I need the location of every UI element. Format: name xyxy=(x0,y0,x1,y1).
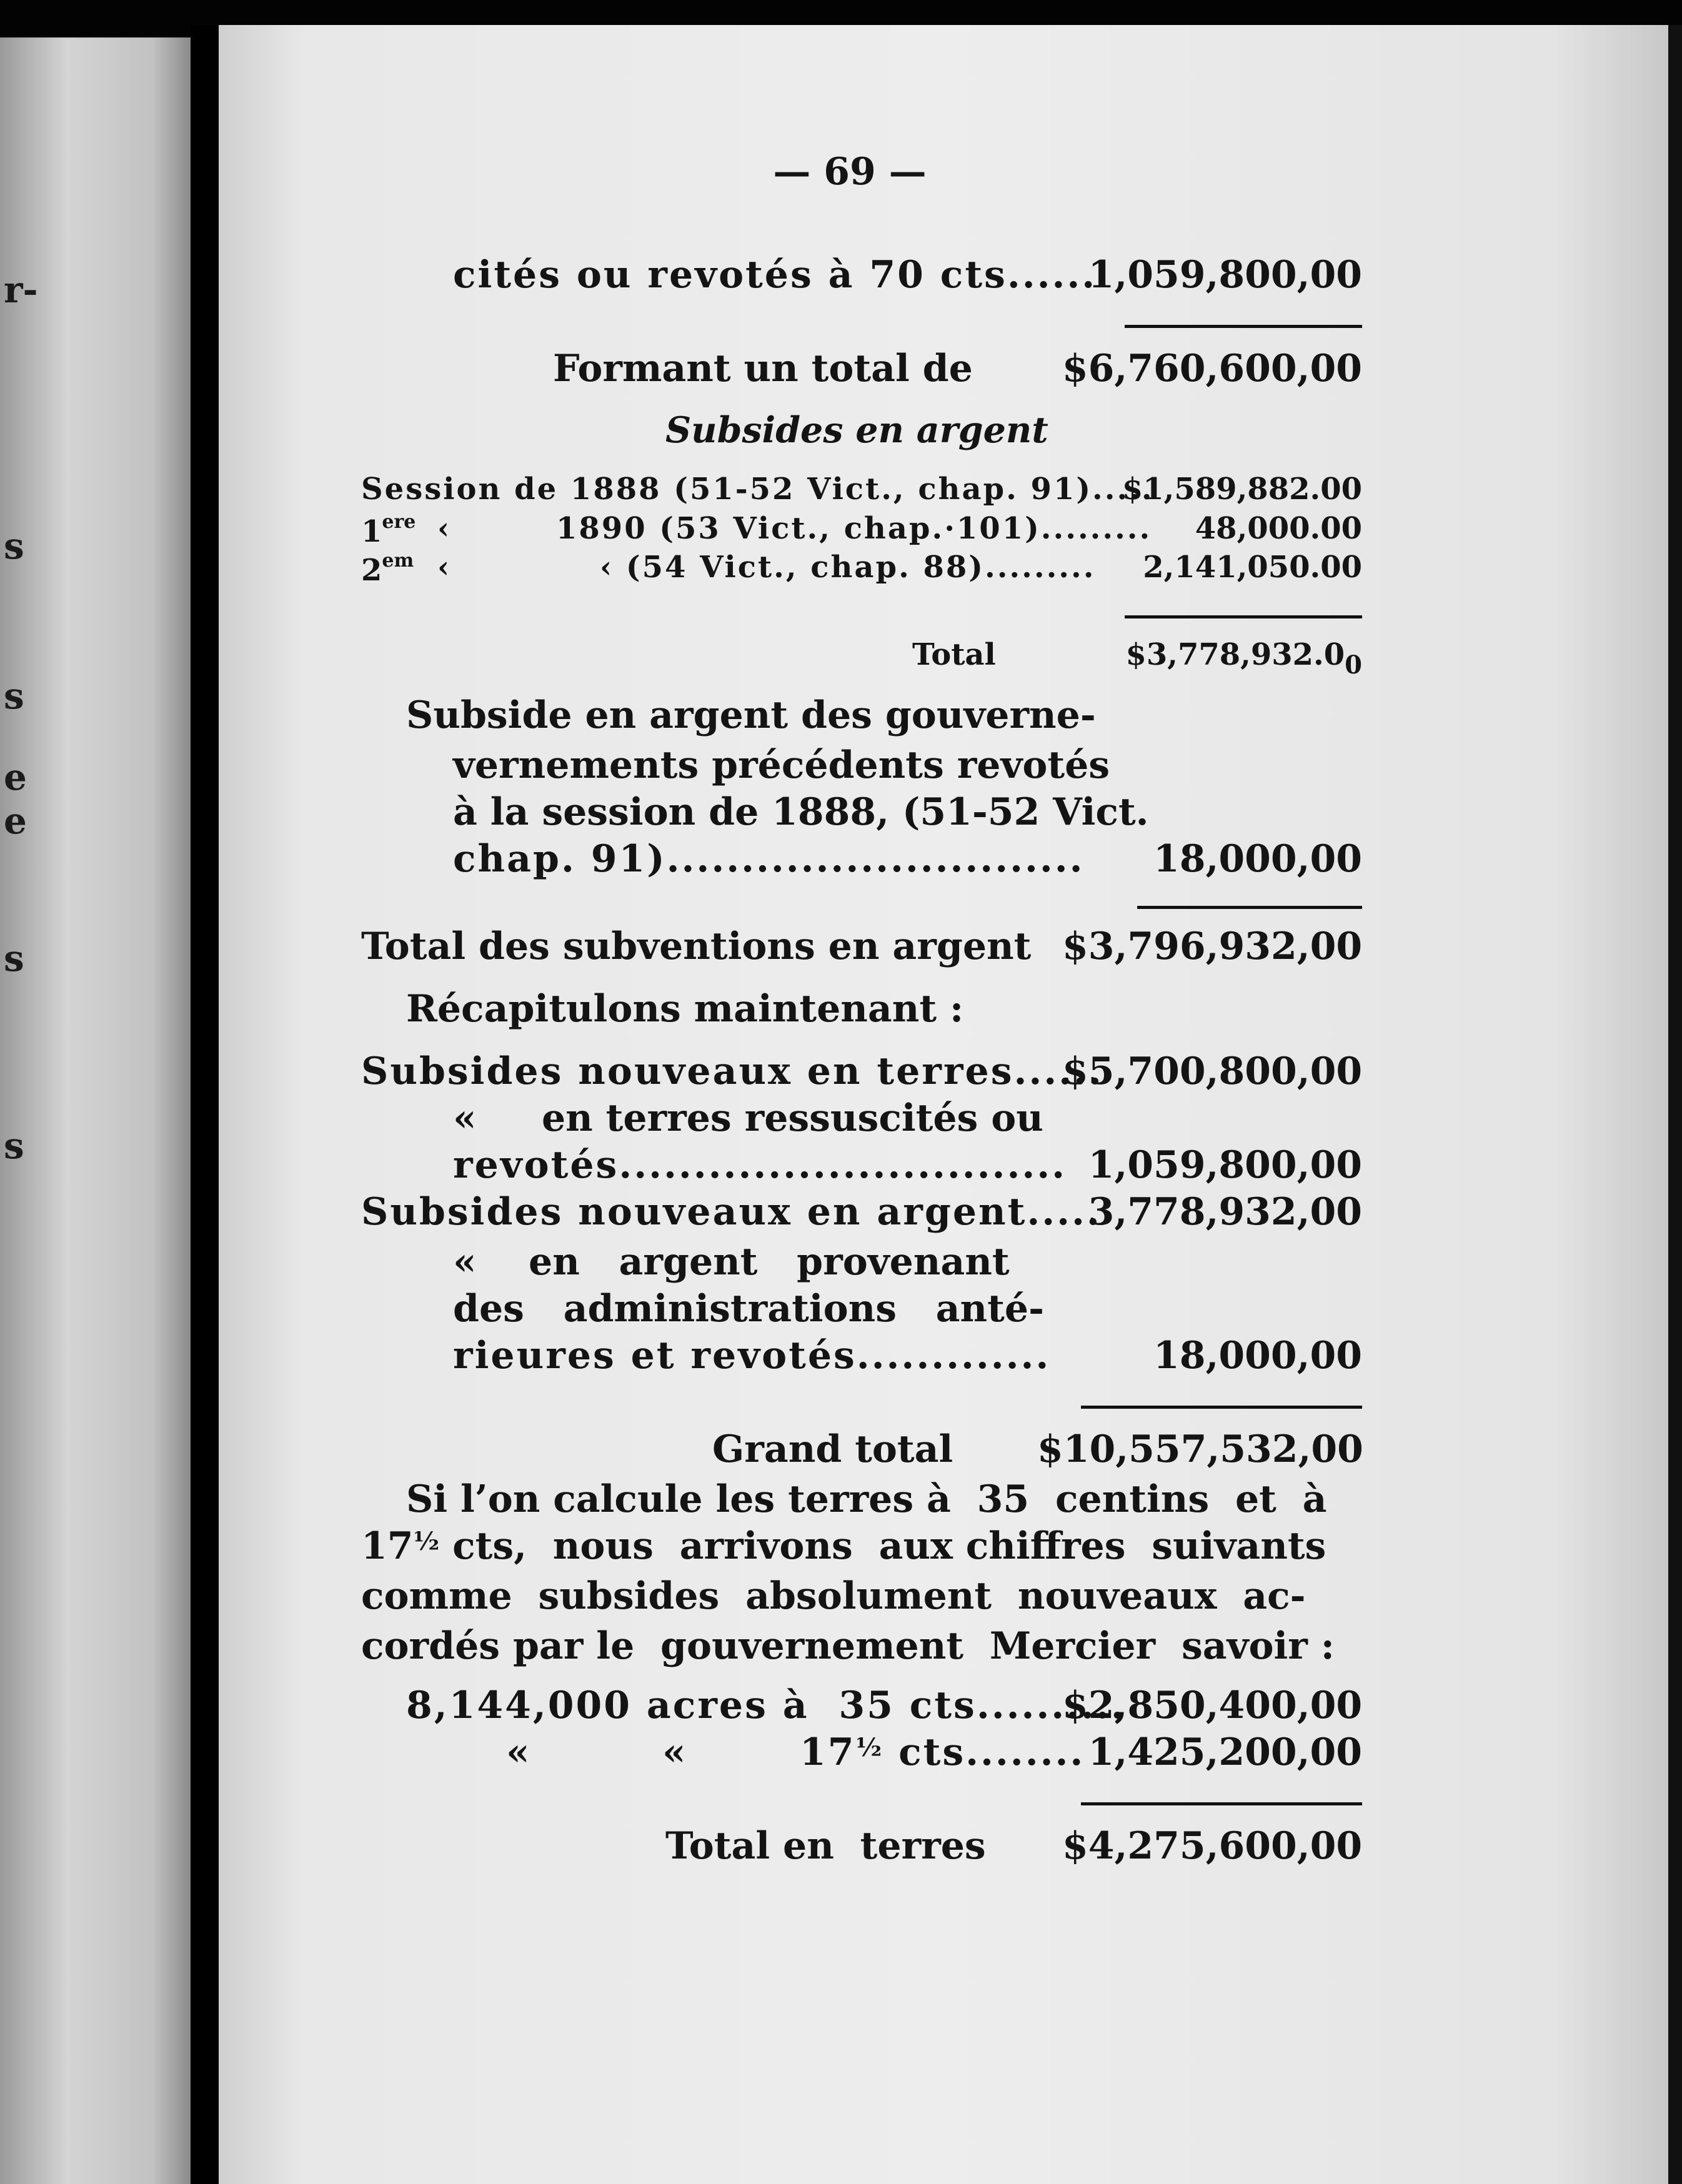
line-label: cités ou revotés à 70 cts...... xyxy=(453,253,1097,297)
text-line: Subside en argent des gouverne- xyxy=(406,693,1096,737)
acres-label: $17^{\frac{1}{2}}$ cts........ xyxy=(800,1730,1085,1774)
recap-label: « en terres ressuscités ou xyxy=(453,1096,1043,1140)
recap-label: « en argent provenant xyxy=(453,1240,1010,1284)
sum-rule xyxy=(1081,1406,1362,1409)
text-line: Si l’on calcule les terres à 35 centins et à xyxy=(406,1477,1327,1521)
recap-label: Subsides nouveaux en terres...... xyxy=(361,1050,1103,1093)
page-gutter xyxy=(191,25,219,2184)
text-line: comme subsides absolument nouveaux ac- xyxy=(361,1574,1306,1618)
sum-rule xyxy=(1081,1802,1362,1805)
session-amount: 2,141,050.00 xyxy=(1143,550,1362,585)
text-line: à la session de 1888, (51-52 Vict. xyxy=(453,790,1149,834)
section-heading: Subsides en argent xyxy=(665,409,1048,451)
total-terres-amount: $4,275,600,00 xyxy=(1062,1824,1363,1868)
recap-label: rieures et revotés............. xyxy=(453,1334,1051,1377)
total-terres-label: Total en terres xyxy=(665,1824,986,1868)
line-amount: 18,000,00 xyxy=(1153,837,1362,881)
recap-label: revotés.............................. xyxy=(453,1143,1067,1187)
left-fragment: s xyxy=(4,675,24,717)
text-line: chap. 91)............................ xyxy=(453,837,1085,881)
acres-amount: $2,850,400,00 xyxy=(1062,1684,1363,1727)
ditto-mark: « xyxy=(662,1730,686,1774)
section-heading: Récapitulons maintenant : xyxy=(406,987,964,1031)
sessions-total-amount: $\$3,778,932.0_0$ xyxy=(1125,637,1362,680)
recap-amount: $5,700,800,00 xyxy=(1062,1050,1363,1093)
session-mark: ‹ xyxy=(437,511,450,546)
fraction-whole: 17 xyxy=(361,1524,414,1568)
recap-label: Subsides nouveaux en argent..... xyxy=(361,1190,1102,1234)
acres-amount: 1,425,200,00 xyxy=(1088,1730,1362,1774)
left-page-edge xyxy=(0,37,191,2184)
sum-rule xyxy=(1125,615,1362,618)
left-fragment: r- xyxy=(4,269,38,311)
session-amount: $1,589,882.00 xyxy=(1122,472,1362,507)
left-fragment: s xyxy=(4,525,24,567)
ditto-mark: « xyxy=(506,1730,530,1774)
left-fragment: s xyxy=(4,937,24,980)
right-edge xyxy=(1668,25,1682,2184)
left-fragment: e xyxy=(4,800,27,842)
page-number: — 69 — xyxy=(773,150,927,194)
left-fragment: e xyxy=(4,756,27,798)
total-subventions-label: Total des subventions en argent xyxy=(361,925,1032,968)
sessions-total-label: Total xyxy=(912,637,996,672)
line-amount: 1,059,800,00 xyxy=(1088,253,1362,297)
acres-label: 8,144,000 acres à 35 cts.......... xyxy=(406,1684,1126,1727)
sum-rule xyxy=(1137,906,1362,909)
text-line: vernements précédents revotés xyxy=(453,743,1110,787)
session-label: Session de 1888 (51-52 Vict., chap. 91)..... xyxy=(361,472,1154,507)
formant-label: Formant un total de xyxy=(553,347,973,390)
grand-total-label: Grand total xyxy=(712,1427,953,1471)
recap-amount: 18,000,00 xyxy=(1153,1334,1362,1377)
recap-amount: 3,778,932,00 xyxy=(1088,1190,1362,1234)
sum-rule xyxy=(1125,325,1362,328)
left-fragment: s xyxy=(4,1124,24,1167)
recap-amount: 1,059,800,00 xyxy=(1088,1143,1362,1187)
session-label: ‹ (54 Vict., chap. 88)......... xyxy=(600,550,1096,585)
recap-label: des administrations anté- xyxy=(453,1287,1044,1331)
session-amount: 48,000.00 xyxy=(1195,511,1362,546)
session-label: 1890 (53 Vict., chap.·101)......... xyxy=(556,511,1152,546)
text-line: $17^{\frac{1}{2}}$ cts, nous arrivons aux chiffres suivants xyxy=(361,1524,1326,1568)
session-prefix: $2^{em}$ xyxy=(361,550,414,588)
total-subventions-amount: $3,796,932,00 xyxy=(1062,925,1363,968)
session-prefix: 1ere xyxy=(361,511,416,549)
text-line: cordés par le gouvernement Mercier savoir : xyxy=(361,1624,1335,1668)
grand-total-amount: $10,557,532,00 xyxy=(1037,1427,1363,1471)
fraction-half: ½ xyxy=(413,1527,440,1556)
formant-amount: $6,760,600,00 xyxy=(1062,347,1362,390)
session-mark: ‹ xyxy=(437,550,450,585)
